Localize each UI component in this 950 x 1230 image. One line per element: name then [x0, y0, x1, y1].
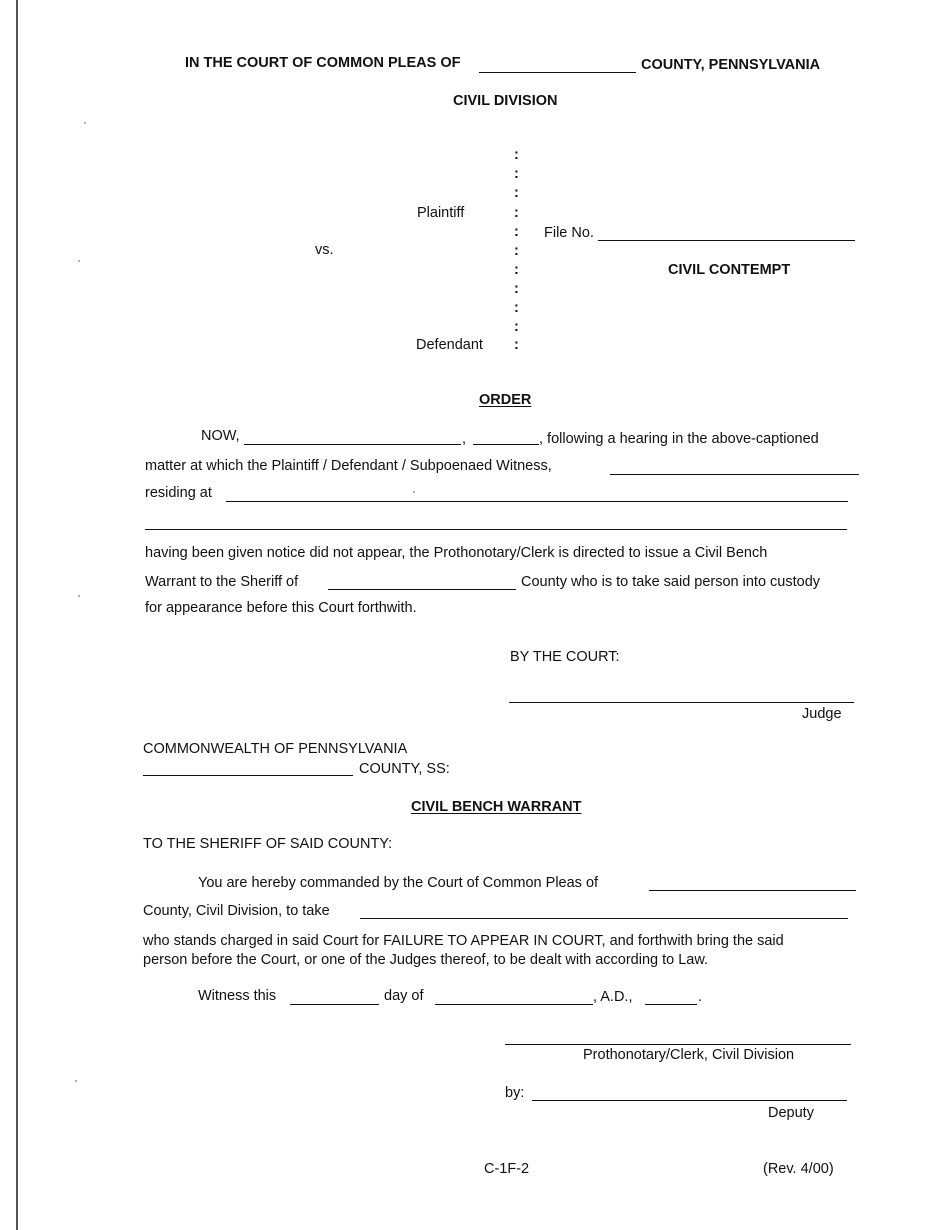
county-ss-label: COUNTY, SS: [359, 761, 450, 777]
caption-colon: : [514, 243, 519, 259]
scan-speck [75, 1080, 77, 1082]
commonwealth-line: COMMONWEALTH OF PENNSYLVANIA [143, 741, 408, 757]
division-heading: CIVIL DIVISION [453, 93, 558, 109]
prothonotary-label: Prothonotary/Clerk, Civil Division [583, 1047, 795, 1063]
caption-colon: : [514, 319, 519, 335]
warrant-county-field[interactable] [649, 890, 856, 891]
order-date-comma: , [462, 431, 467, 447]
county-take-text: County, Civil Division, to take [143, 903, 330, 919]
person-text: person before the Court, or one of the Judges thereof, to be dealt with according to Law. [143, 952, 709, 968]
to-sheriff-text: TO THE SHERIFF OF SAID COUNTY: [143, 836, 393, 852]
by-the-court-label: BY THE COURT: [510, 649, 620, 665]
order-now-label: NOW, [201, 428, 240, 444]
order-matter-text: matter at which the Plaintiff / Defendant / Subpoenaed Witness, [145, 458, 552, 474]
order-warrant-prefix: Warrant to the Sheriff of [145, 574, 299, 590]
address-field-line-1[interactable] [226, 501, 848, 502]
deputy-signature-line[interactable] [532, 1100, 847, 1101]
order-title: ORDER [479, 392, 532, 408]
court-line-prefix: IN THE COURT OF COMMON PLEAS OF [185, 55, 461, 71]
county-name-field[interactable] [479, 72, 636, 73]
party-name-field[interactable] [610, 474, 859, 475]
witness-label: Witness this [198, 988, 277, 1004]
witness-year-field[interactable] [645, 1004, 697, 1005]
order-year-field[interactable] [473, 444, 539, 445]
ad-label: , A.D., [593, 989, 633, 1005]
witness-day-field[interactable] [290, 1004, 379, 1005]
revision-label: (Rev. 4/00) [763, 1161, 834, 1177]
caption-colon: : [514, 281, 519, 297]
commonwealth-county-field[interactable] [143, 775, 353, 776]
caption-colon: : [514, 300, 519, 316]
order-following-text: , following a hearing in the above-captioned [539, 431, 819, 447]
scan-speck [84, 122, 86, 124]
witness-month-field[interactable] [435, 1004, 593, 1005]
day-of-label: day of [384, 988, 424, 1004]
judge-signature-line[interactable] [509, 702, 854, 703]
file-no-field[interactable] [598, 240, 855, 241]
plaintiff-label: Plaintiff [417, 205, 465, 221]
residing-at-label: residing at [145, 485, 212, 501]
court-line-suffix: COUNTY, PENNSYLVANIA [641, 57, 821, 73]
caption-colon: : [514, 166, 519, 182]
order-appearance-text: for appearance before this Court forthwith. [145, 600, 417, 616]
order-date-field[interactable] [244, 444, 461, 445]
prothonotary-signature-line[interactable] [505, 1044, 851, 1045]
caption-colon: : [514, 147, 519, 163]
order-notice-text: having been given notice did not appear, the Prothonotary/Clerk is directed to issue a Civil Bench [145, 545, 768, 561]
caption-colon: : [514, 224, 519, 240]
commanded-text: You are hereby commanded by the Court of Common Pleas of [198, 875, 599, 891]
charged-text: who stands charged in said Court for FAILURE TO APPEAR IN COURT, and forthwith bring the said [143, 933, 784, 949]
form-number: C-1F-2 [484, 1161, 530, 1177]
defendant-label: Defendant [416, 337, 483, 353]
judge-label: Judge [802, 706, 842, 722]
caption-colon: : [514, 205, 519, 221]
order-warrant-suffix: County who is to take said person into custody [521, 574, 821, 590]
case-type-label: CIVIL CONTEMPT [668, 262, 791, 278]
scan-speck [413, 491, 415, 493]
deputy-label: Deputy [768, 1105, 814, 1121]
witness-period: . [698, 989, 703, 1005]
scan-speck [78, 595, 80, 597]
file-no-label: File No. [544, 225, 594, 241]
sheriff-county-field[interactable] [328, 589, 516, 590]
vs-label: vs. [315, 242, 334, 258]
caption-colon: : [514, 185, 519, 201]
caption-colon: : [514, 262, 519, 278]
caption-colon: : [514, 337, 519, 353]
by-label: by: [505, 1085, 525, 1101]
scan-speck [78, 260, 80, 262]
address-field-line-2[interactable] [145, 529, 847, 530]
person-name-field[interactable] [360, 918, 848, 919]
warrant-title: CIVIL BENCH WARRANT [411, 799, 582, 815]
scan-edge-line [16, 0, 18, 1230]
